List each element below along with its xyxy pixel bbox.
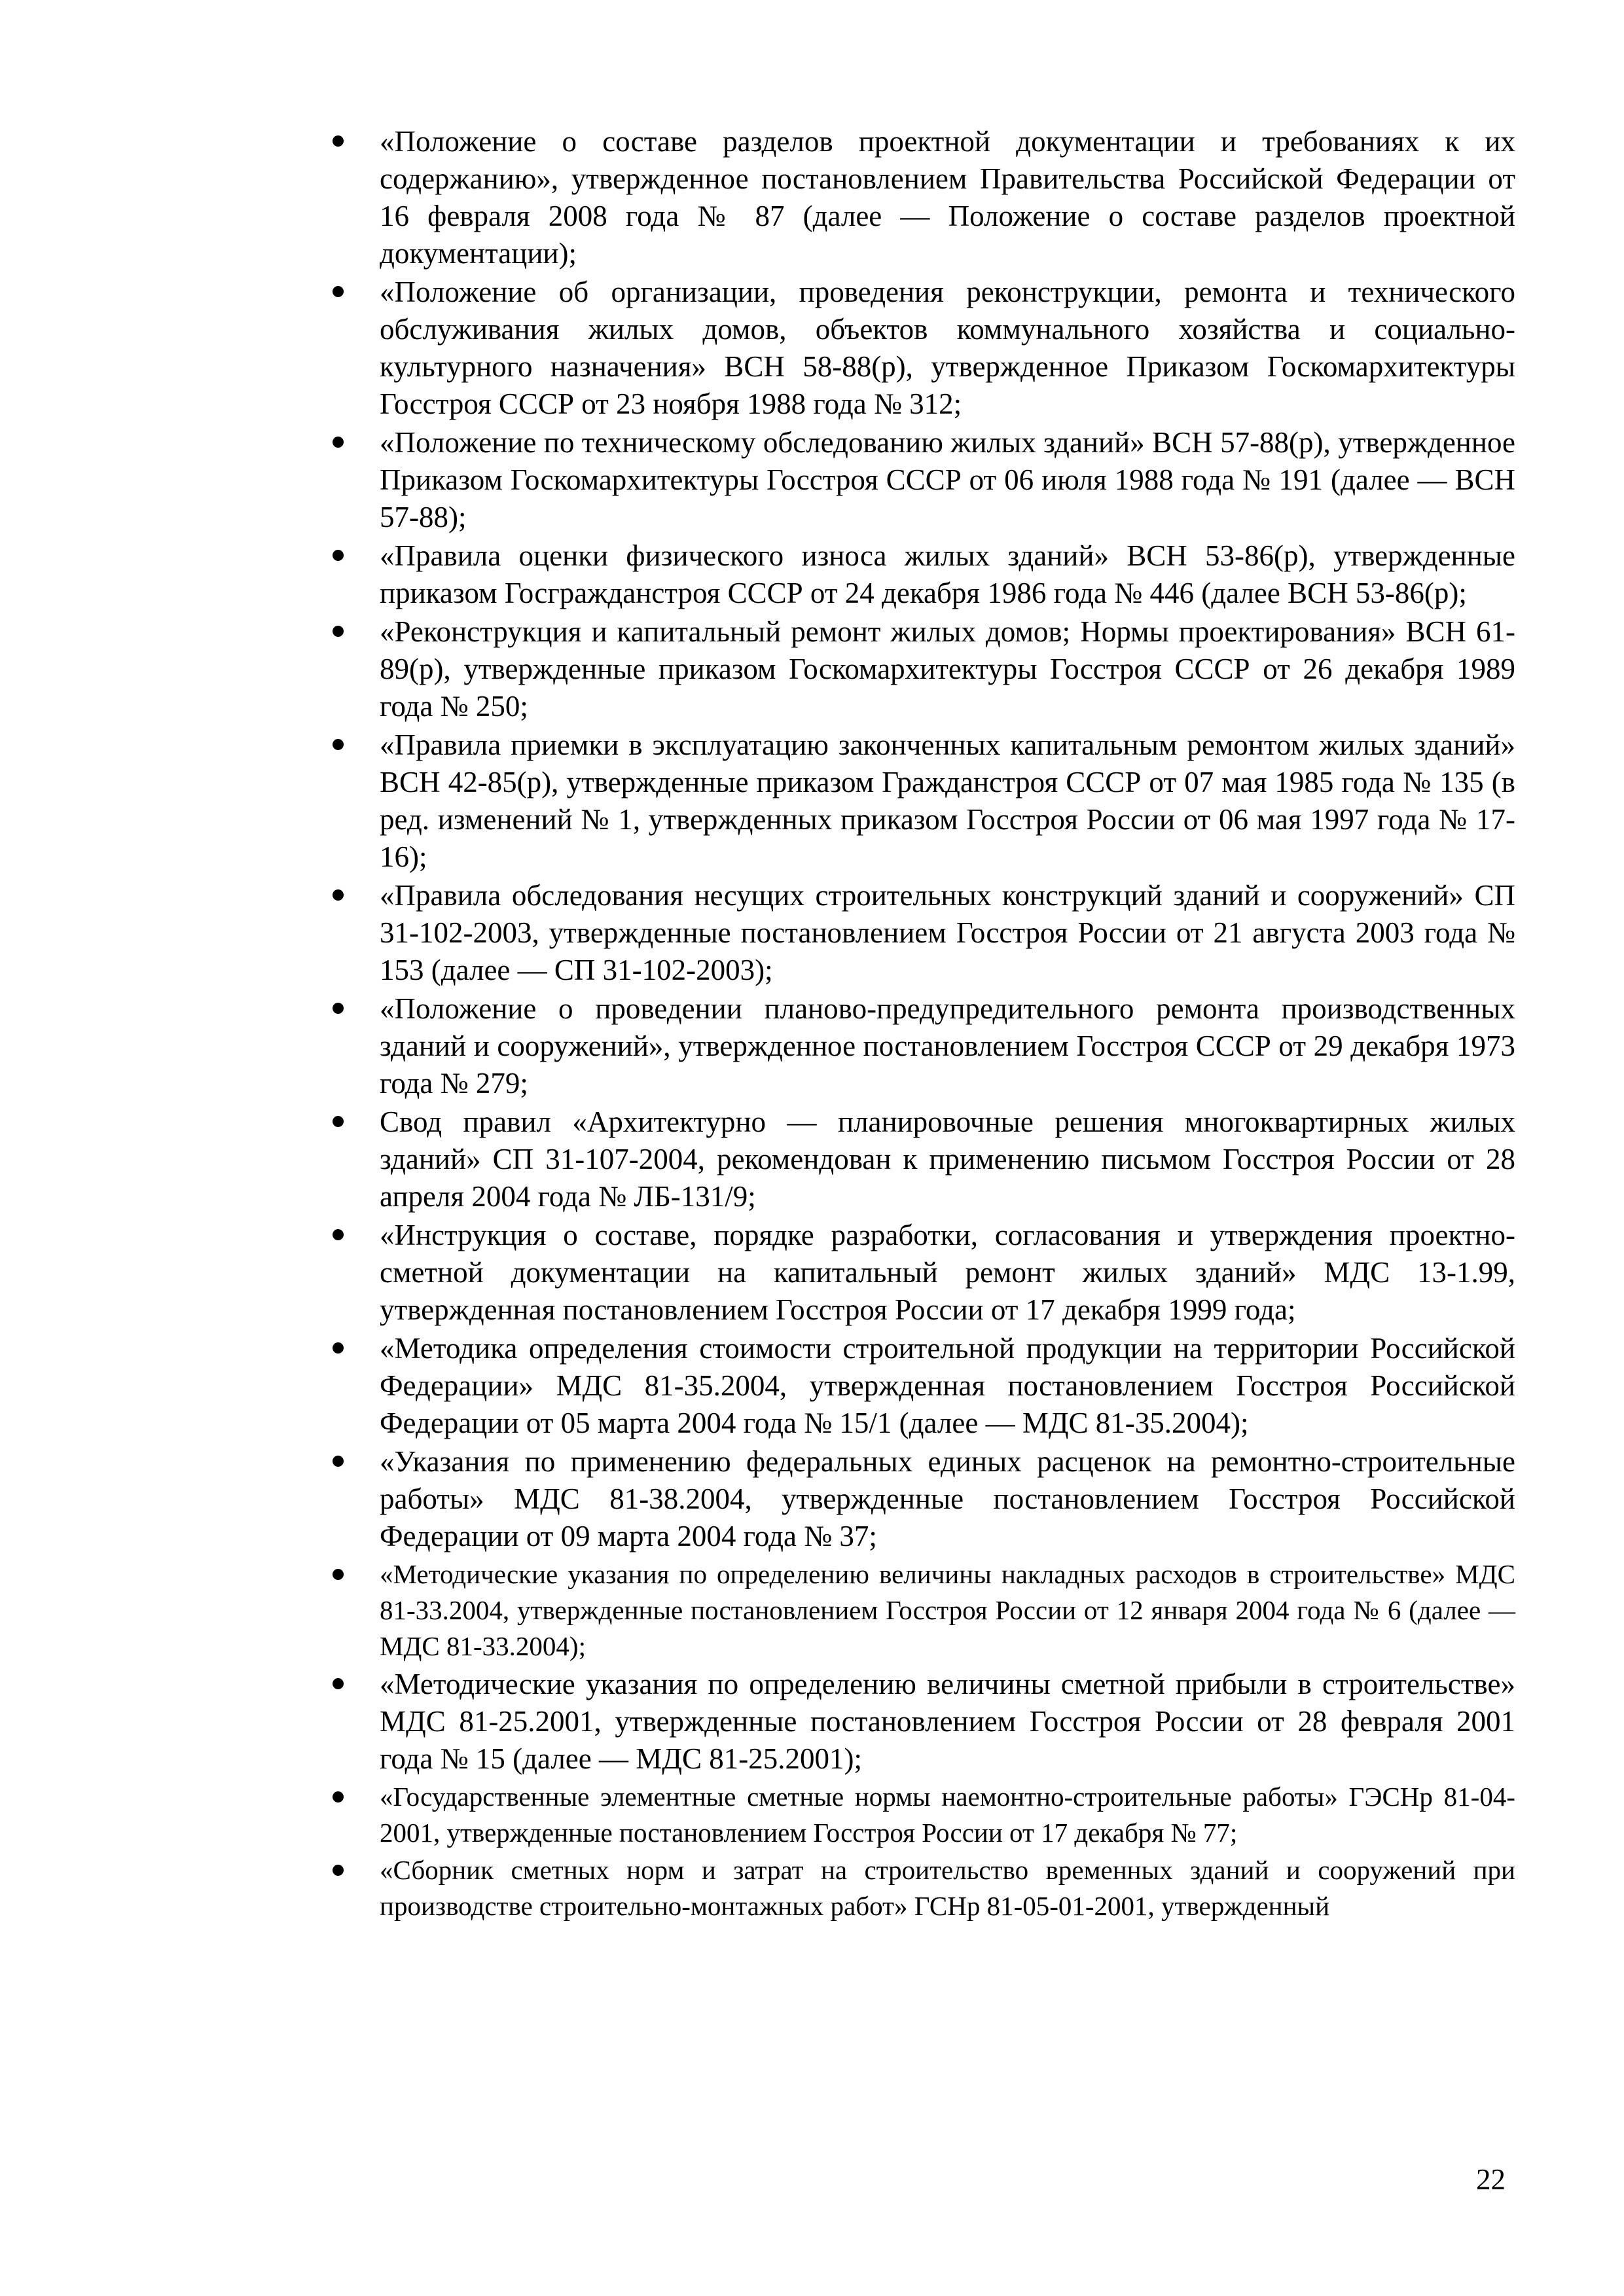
list-item (327, 613, 1515, 725)
list-item (327, 1852, 1515, 1924)
list-item (327, 726, 1515, 876)
bullet-icon (333, 1003, 344, 1014)
list-item (327, 877, 1515, 989)
list-item (327, 537, 1515, 612)
bullet-icon (333, 437, 344, 448)
list-item (327, 1779, 1515, 1851)
bullet-icon (333, 286, 344, 297)
list-item (327, 1330, 1515, 1442)
list-item (327, 1443, 1515, 1555)
list-item-text: «Правила оценки физического износа жилых зданий» ВСН 53-86(р), утвержденные приказом Госгражданстроя СССР от 24 декабря 1986 года № 446 (далее ВСН 53-86(р); (380, 539, 1515, 609)
bullet-icon (333, 550, 344, 561)
list-item-text: «Методические указания по определению величины накладных расходов в строительстве» МДС 81-33.2004, утвержденные постановлением Госстроя России от 12 января 2004 года № 6 (далее — МДС 81-33.2004); (380, 1559, 1515, 1661)
bullet-icon (333, 1678, 344, 1689)
list-item-text: «Положение об организации, проведения реконструкции, ремонта и технического обслуживания жилых домов, объектов коммунального хозяйства и социально-культурного назначения» ВСН 58-88(р), утвержденное Приказом Госкомархитектуры Госстроя СССР от 23 ноября 1988 года № 312; (380, 276, 1515, 420)
bullet-icon (333, 889, 344, 901)
list-item (327, 424, 1515, 536)
list-item-text: «Сборник сметных норм и затрат на строительство временных зданий и сооружений при производстве строительно-монтажных работ» ГСНр 81-05-01-2001, утвержденный (380, 1855, 1515, 1921)
list-item-text: «Положение по техническому обследованию жилых зданий» ВСН 57-88(р), утвержденное Приказом Госкомархитектуры Госстроя СССР от 06 июля 1988 года № 191 (далее — ВСН 57-88); (380, 426, 1515, 533)
bullet-icon (333, 739, 344, 750)
bullet-icon (333, 1569, 344, 1580)
list-item-text: «Правила приемки в эксплуатацию законченных капитальным ремонтом жилых зданий» ВСН 42-85(р), утвержденные приказом Гражданстроя СССР от 07 мая 1985 года № 135 (в ред. изменений № 1, утвержденных приказом Госстроя России от 06 мая 1997 года № 17-16); (380, 728, 1515, 873)
regulations-list (327, 123, 1515, 1926)
list-item-text: «Правила обследования несущих строительных конструкций зданий и сооружений» СП 31-102-2003, утвержденные постановлением Госстроя России от 21 августа 2003 года № 153 (далее — СП 31-102-2003); (380, 879, 1515, 986)
bullet-icon (333, 626, 344, 637)
bullet-icon (333, 1342, 344, 1354)
list-item (327, 274, 1515, 423)
list-item (327, 1103, 1515, 1215)
list-item-text: «Методика определения стоимости строительной продукции на территории Российской Федерации» МДС 81-35.2004, утвержденная постановлением Госстроя Российской Федерации от 05 марта 2004 года № 15/1 (далее — МДС 81-35.2004); (380, 1332, 1515, 1439)
list-item (327, 1556, 1515, 1664)
bullet-icon (333, 1456, 344, 1467)
bullet-icon (333, 135, 344, 147)
list-item (327, 990, 1515, 1102)
bullet-icon (333, 1229, 344, 1240)
list-item-text: «Государственные элементные сметные нормы наемонтно-строительные работы» ГЭСНр 81-04-2001, утвержденные постановлением Госстроя России от 17 декабря № 77; (380, 1782, 1515, 1848)
list-item-text: «Положение о составе разделов проектной документации и требованиях к их содержанию», утвержденное постановлением Правительства Российской Федерации от 16 февраля 2008 года № 87 (далее — Положение о составе разделов проектной документации); (380, 125, 1515, 270)
list-item-text: Свод правил «Архитектурно — планировочные решения многоквартирных жилых зданий» СП 31-107-2004, рекомендован к применению письмом Госстроя России от 28 апреля 2004 года № ЛБ-131/9; (380, 1105, 1515, 1213)
bullet-icon (333, 1791, 344, 1803)
list-item-text: «Положение о проведении планово-предупредительного ремонта производственных зданий и сооружений», утвержденное постановлением Госстроя СССР от 29 декабря 1973 года № 279; (380, 992, 1515, 1100)
list-item (327, 1217, 1515, 1329)
list-item (327, 123, 1515, 272)
bullet-icon (333, 1865, 344, 1876)
bullet-icon (333, 1116, 344, 1127)
list-item-text: «Инструкция о составе, порядке разработки, согласования и утверждения проектно-сметной документации на капитальный ремонт жилых зданий» МДС 13-1.99, утвержденная постановлением Госстроя России от 17 декабря 1999 года; (380, 1219, 1515, 1326)
list-item-text: «Реконструкция и капитальный ремонт жилых домов; Нормы проектирования» ВСН 61-89(р), утвержденные приказом Госкомархитектуры Госстроя СССР от 26 декабря 1989 года № 250; (380, 615, 1515, 723)
list-item-text: «Указания по применению федеральных единых расценок на ремонтно-строительные работы» МДС 81-38.2004, утвержденные постановлением Госстроя Российской Федерации от 09 марта 2004 года № 37; (380, 1445, 1515, 1552)
list-item-text: «Методические указания по определению величины сметной прибыли в строительстве» МДС 81-25.2001, утвержденные постановлением Госстроя России от 28 февраля 2001 года № 15 (далее — МДС 81-25.2001); (380, 1668, 1515, 1775)
list-item (327, 1666, 1515, 1778)
page-number: 22 (1476, 2163, 1506, 2196)
